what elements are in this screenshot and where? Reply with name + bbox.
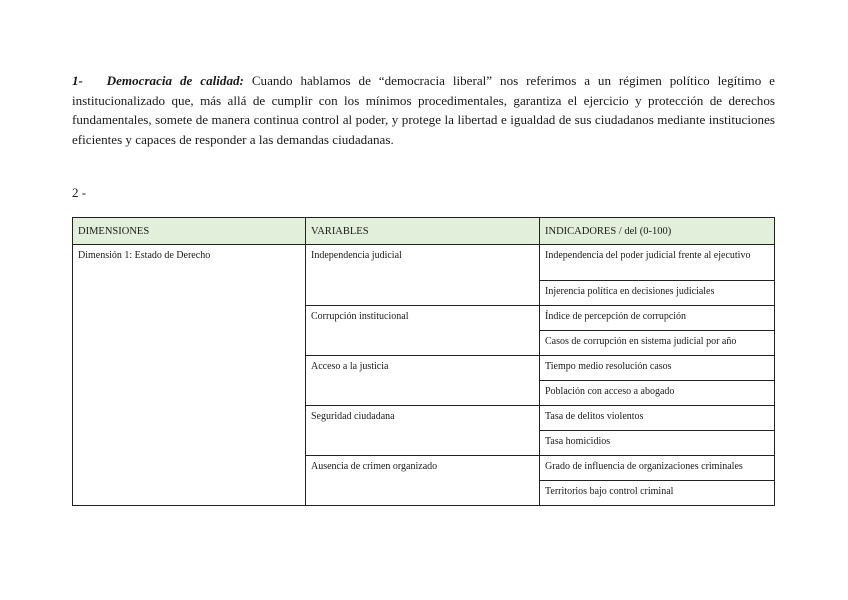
paragraph-term: Democracia de calidad: — [106, 73, 244, 88]
table-row — [73, 245, 775, 281]
indicator-cell: Tiempo medio resolución casos — [540, 356, 775, 381]
definition-paragraph — [72, 71, 775, 149]
section-number: 2 - — [72, 185, 87, 200]
dimension-cell: Dimensión 1: Estado de Derecho — [73, 245, 306, 506]
variable-cell: Ausencia de crimen organizado — [306, 456, 540, 506]
indicator-cell: Tasa homicidios — [540, 431, 775, 456]
indicator-cell: Tasa de delitos violentos — [540, 406, 775, 431]
variable-cell: Corrupción institucional — [306, 306, 540, 356]
variable-cell: Seguridad ciudadana — [306, 406, 540, 456]
indicators-table — [72, 217, 775, 506]
header-dimensions: DIMENSIONES — [73, 218, 306, 245]
variable-cell: Acceso a la justicia — [306, 356, 540, 406]
indicator-cell: Independencia del poder judicial frente al ejecutivo — [540, 245, 775, 281]
paragraph-body: Cuando hablamos de “democracia liberal” nos referimos a un régimen político legítimo e institucionalizado que, más allá de cumplir con los mínimos procedimentales, garantiza el ejercicio y protección de derechos fundamentales, somete de manera continua control al poder, y protege la libertad e igualdad de sus ciudadanos mediante instituciones eficientes y capaces de responder a las demandas ciudadanas. — [72, 73, 775, 147]
table-header-row — [73, 218, 775, 245]
header-variables: VARIABLES — [306, 218, 540, 245]
paragraph-number: 1- — [72, 73, 83, 88]
indicator-cell: Territorios bajo control criminal — [540, 481, 775, 506]
indicator-cell: Grado de influencia de organizaciones criminales — [540, 456, 775, 481]
indicator-cell: Índice de percepción de corrupción — [540, 306, 775, 331]
indicator-cell: Injerencia política en decisiones judiciales — [540, 281, 775, 306]
variable-cell: Independencia judicial — [306, 245, 540, 306]
indicator-cell: Casos de corrupción en sistema judicial por año — [540, 331, 775, 356]
header-indicators: INDICADORES / del (0-100) — [540, 218, 775, 245]
indicator-cell: Población con acceso a abogado — [540, 381, 775, 406]
